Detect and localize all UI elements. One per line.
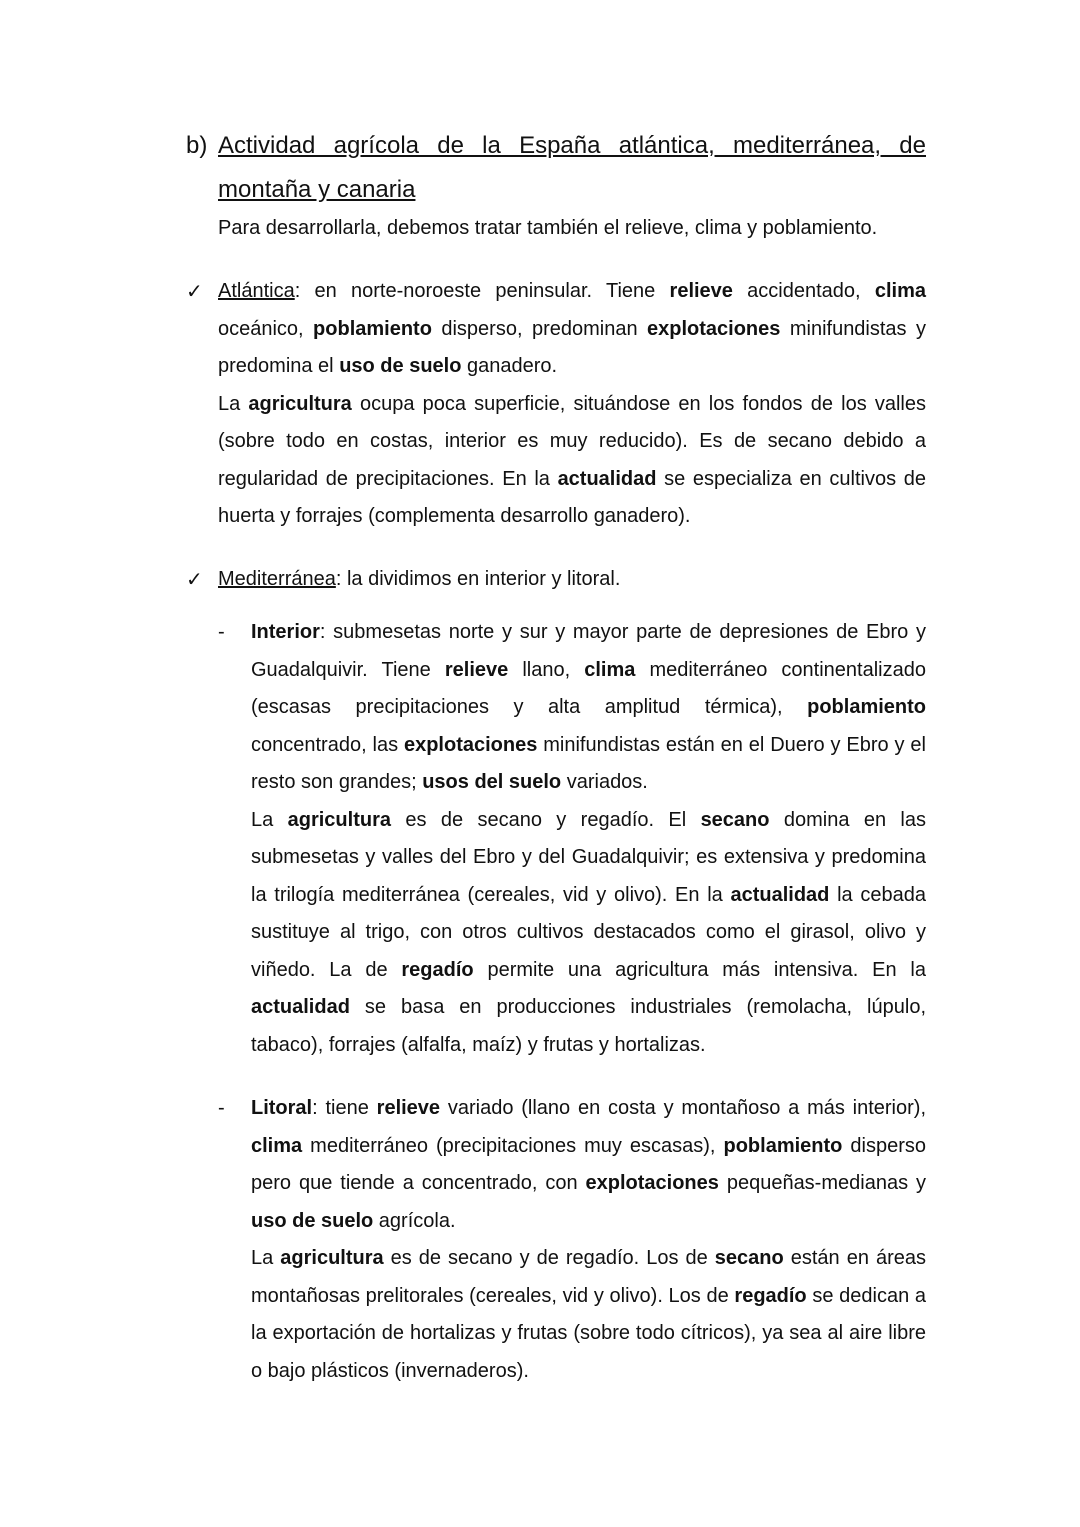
text-run: la cebada sustituye al trigo, con otros cultivos destacados como el girasol, olivo y viñedo. La de bbox=[251, 883, 926, 981]
mediterranea-label: Mediterránea bbox=[218, 568, 336, 590]
text-run: concentrado, las bbox=[251, 733, 404, 756]
bold-term: relieve bbox=[669, 280, 733, 302]
text-run: permite una agricultura más intensiva. En la bbox=[473, 958, 926, 981]
bold-term: secano bbox=[714, 1247, 784, 1269]
atlantica-label: Atlántica bbox=[218, 280, 295, 302]
heading-title: Actividad agrícola de la España atlántica, mediterránea, de montaña y canaria bbox=[218, 132, 926, 203]
heading-subtitle: Para desarrollarla, debemos tratar también el relieve, clima y poblamiento. bbox=[218, 217, 878, 239]
bold-term: Litoral bbox=[251, 1097, 313, 1119]
bold-term: uso de suelo bbox=[251, 1209, 374, 1232]
litoral-paragraph-2 bbox=[251, 1240, 926, 1390]
bold-term: agricultura bbox=[280, 1247, 384, 1269]
text-run: se basa en producciones industriales (remolacha, lúpulo, tabaco), forrajes (alfalfa, maíz) y frutas y hortalizas. bbox=[251, 996, 926, 1056]
sub-item-interior bbox=[218, 614, 926, 1064]
bullet-atlantica bbox=[186, 273, 926, 536]
bold-term: clima bbox=[251, 1134, 303, 1157]
interior-paragraph-1 bbox=[251, 614, 926, 802]
text-run: es de secano y de regadío. Los de bbox=[383, 1247, 715, 1269]
bold-term: relieve bbox=[444, 658, 509, 681]
litoral-body bbox=[251, 1090, 926, 1390]
text-run: oceánico, bbox=[218, 317, 314, 340]
bold-term: Interior bbox=[251, 621, 320, 643]
atlantica-paragraph-1 bbox=[218, 273, 926, 386]
text-run: variado (llano en costa y montañoso a más interior), bbox=[440, 1097, 927, 1119]
bold-term: actualidad bbox=[557, 467, 657, 490]
text-run: disperso, predominan bbox=[431, 317, 648, 340]
bold-term: relieve bbox=[376, 1097, 441, 1119]
text-run: pequeñas-medianas y bbox=[718, 1172, 926, 1194]
text-run: es de secano y regadío. El bbox=[390, 808, 701, 831]
bullet-mediterranea bbox=[186, 561, 926, 599]
bold-term: explotaciones bbox=[403, 733, 538, 756]
text-run: disperso pero que tiende a concentrado, con bbox=[251, 1134, 926, 1194]
bold-term: poblamiento bbox=[807, 696, 926, 718]
checkmark-icon: ✓ bbox=[186, 567, 203, 591]
checkmark-icon: ✓ bbox=[186, 279, 203, 303]
bold-term: secano bbox=[700, 808, 770, 831]
text-run: están en áreas montañosas prelitorales (cereales, vid y olivo). Los de bbox=[251, 1247, 926, 1307]
text-run: llano, bbox=[508, 658, 585, 681]
atlantica-body bbox=[218, 273, 926, 536]
text-run: : submesetas norte y sur y mayor parte de depresiones de Ebro y Guadalquivir. Tiene bbox=[251, 621, 926, 681]
bold-term: poblamiento bbox=[723, 1134, 843, 1157]
text-run: ganadero. bbox=[461, 355, 558, 377]
sub-item-litoral bbox=[218, 1090, 926, 1390]
bold-term: actualidad bbox=[730, 883, 830, 906]
text-run: : tiene bbox=[312, 1097, 377, 1119]
text-run: accidentado, bbox=[732, 280, 875, 302]
text-run: mediterráneo continentalizado (escasas precipitaciones y alta amplitud térmica), bbox=[251, 658, 926, 718]
bold-term: uso de suelo bbox=[339, 355, 462, 377]
text-run: variados. bbox=[561, 771, 648, 793]
text-run: La bbox=[218, 392, 249, 415]
text-run: ocupa poca superficie, situándose en los fondos de los valles (sobre todo en costas, interior es muy reducido). Es de secano debido a regularidad de precipitaciones. En la bbox=[218, 392, 926, 490]
text-run: : en norte-noroeste peninsular. Tiene bbox=[294, 280, 670, 302]
bold-term: actualidad bbox=[251, 996, 350, 1018]
bold-term: explotaciones bbox=[585, 1172, 719, 1194]
bold-term: clima bbox=[874, 280, 927, 302]
text-run: domina en las submesetas y valles del Ebro y del Guadalquivir; es extensiva y predomina la trilogía mediterránea (cereales, vid y olivo). En la bbox=[251, 808, 926, 906]
mediterranea-body bbox=[218, 561, 926, 599]
atlantica-paragraph-2 bbox=[218, 386, 926, 536]
dash-marker: - bbox=[218, 621, 225, 643]
text-run: se especializa en cultivos de huerta y forrajes (complementa desarrollo ganadero). bbox=[218, 467, 926, 527]
interior-paragraph-2 bbox=[251, 802, 926, 1065]
text-run: La bbox=[251, 1247, 281, 1269]
text-run: minifundistas están en el Duero y Ebro y el resto son grandes; bbox=[251, 733, 926, 793]
litoral-paragraph-1 bbox=[251, 1090, 926, 1240]
bold-term: explotaciones bbox=[647, 317, 781, 340]
dash-marker: - bbox=[218, 1097, 225, 1119]
bold-term: clima bbox=[584, 658, 636, 681]
text-run: mediterráneo (precipitaciones muy escasas), bbox=[302, 1134, 724, 1157]
text-run: se dedican a la exportación de hortalizas y frutas (sobre todo cítricos), ya sea al aire libre o bajo plásticos (invernaderos). bbox=[251, 1284, 926, 1382]
interior-body bbox=[251, 614, 926, 1064]
mediterranea-intro: : la dividimos en interior y litoral. bbox=[335, 568, 621, 590]
text-run: La bbox=[251, 808, 288, 831]
bold-term: usos del suelo bbox=[422, 771, 562, 793]
bold-term: regadío bbox=[734, 1284, 807, 1307]
heading-marker: b) bbox=[186, 132, 208, 159]
text-run: minifundistas y predomina el bbox=[218, 317, 926, 377]
bold-term: regadío bbox=[401, 958, 474, 981]
text-run: agrícola. bbox=[373, 1209, 456, 1232]
bold-term: agricultura bbox=[248, 392, 352, 415]
bold-term: poblamiento bbox=[313, 317, 432, 340]
bold-term: agricultura bbox=[287, 808, 391, 831]
